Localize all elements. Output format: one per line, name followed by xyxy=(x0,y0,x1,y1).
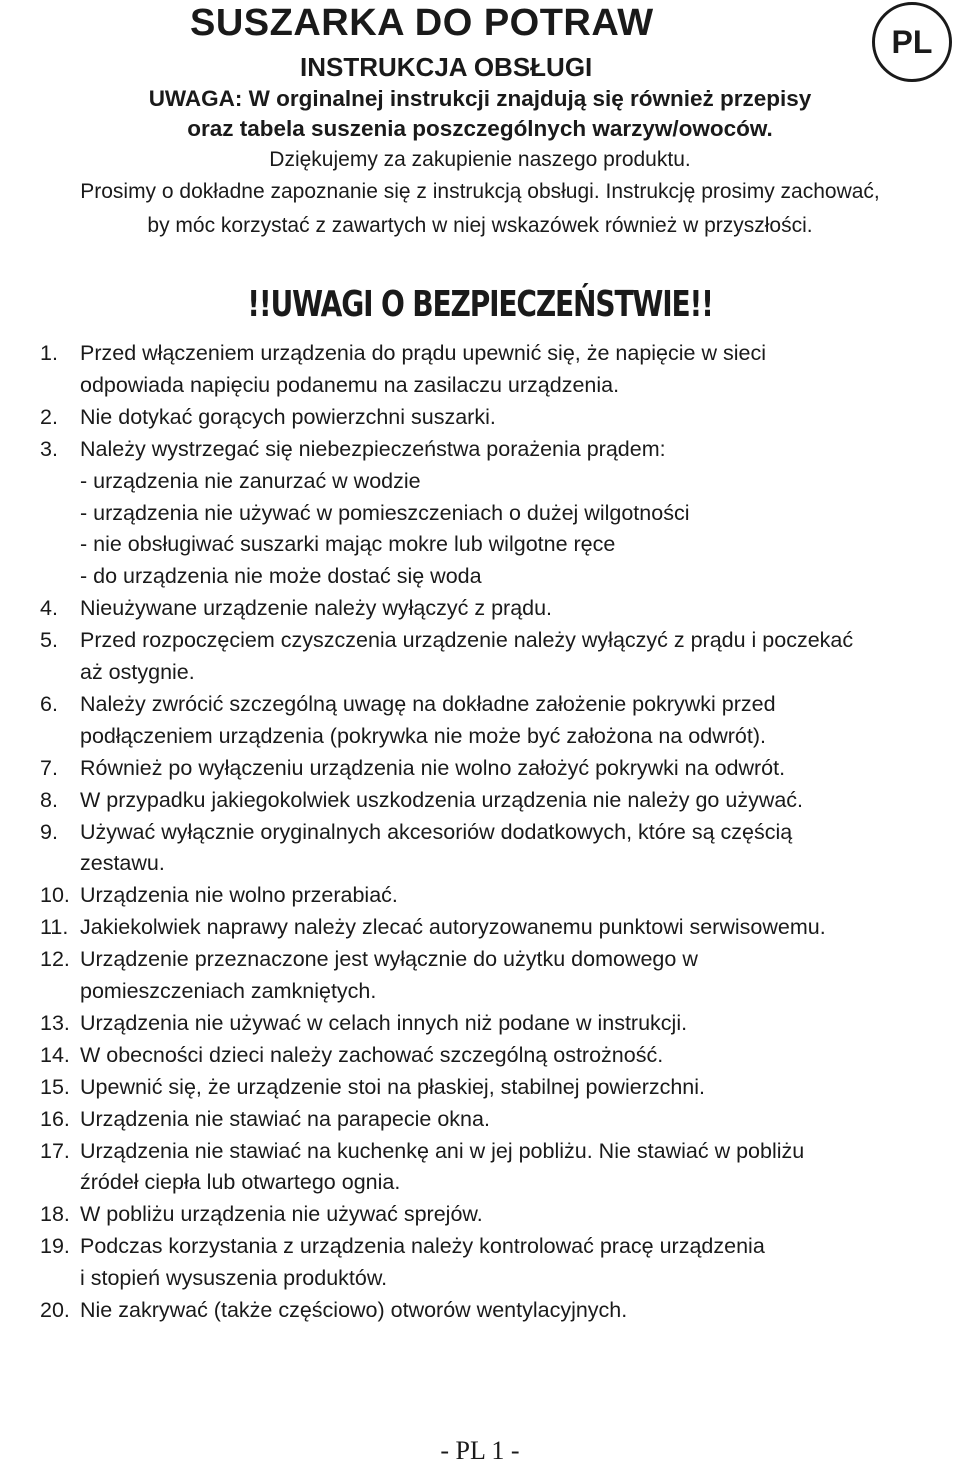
item-number: 11. xyxy=(40,915,69,940)
safety-instruction-line: Nieużywane urządzenie należy wyłączyć z prądu. xyxy=(80,596,553,621)
intro-line: Dziękujemy za zakupienie naszego produktu. xyxy=(269,148,691,171)
safety-instruction-line: Należy zwrócić szczególną uwagę na dokładne założenie pokrywki przed xyxy=(80,691,776,716)
safety-instruction-line: aż ostygnie. xyxy=(80,660,195,684)
safety-heading: !!UWAGI O BEZPIECZEŃSTWIE!! xyxy=(247,284,713,325)
intro-line: by móc korzystać z zawartych w niej wskazówek również w przyszłości. xyxy=(147,214,813,237)
item-number: 12. xyxy=(40,947,70,972)
safety-instruction-line: Używać wyłącznie oryginalnych akcesoriów dodatkowych, które są częścią xyxy=(80,819,793,844)
safety-instruction-line: W przypadku jakiegokolwiek uszkodzenia urządzenia nie należy go używać. xyxy=(80,787,804,812)
safety-instruction-line: Podczas korzystania z urządzenia należy kontrolować pracę urządzenia xyxy=(80,1234,765,1259)
safety-instruction-line: - urządzenia nie zanurzać w wodzie xyxy=(80,468,421,493)
item-number: 10. xyxy=(40,883,70,908)
note-line: oraz tabela suszenia poszczególnych warzyw/owoców. xyxy=(187,116,773,141)
safety-instruction-line: Również po wyłączeniu urządzenia nie wolno założyć pokrywki na odwrót. xyxy=(80,755,786,780)
item-number: 13. xyxy=(40,1010,70,1035)
safety-instruction-line: pomieszczeniach zamkniętych. xyxy=(80,979,377,1003)
item-number: 8. xyxy=(40,787,58,812)
item-number: 15. xyxy=(40,1074,70,1099)
safety-instruction-line: Upewnić się, że urządzenie stoi na płaskiej, stabilnej powierzchni. xyxy=(80,1074,706,1099)
item-number: 20. xyxy=(40,1298,70,1322)
safety-instruction-line: - urządzenia nie używać w pomieszczeniach o dużej wilgotności xyxy=(80,500,690,525)
item-number: 17. xyxy=(40,1138,70,1163)
language-badge: PL xyxy=(872,2,952,82)
safety-instruction-line: Urządzenie przeznaczone jest wyłącznie do użytku domowego w xyxy=(80,947,698,972)
safety-instruction-line: Urządzenia nie wolno przerabiać. xyxy=(80,883,398,908)
safety-instruction-line: Przed włączeniem urządzenia do prądu upewnić się, że napięcie w sieci xyxy=(80,341,766,365)
safety-instruction-line: Nie zakrywać (także częściowo) otworów wentylacyjnych. xyxy=(80,1298,628,1322)
safety-instruction-line: W pobliżu urządzenia nie używać sprejów. xyxy=(80,1202,483,1227)
safety-instruction-line: Nie dotykać gorących powierzchni suszarki. xyxy=(80,404,496,429)
safety-instruction-line: źródeł ciepła lub otwartego ognia. xyxy=(80,1170,401,1195)
item-number: 19. xyxy=(40,1234,70,1259)
item-number: 4. xyxy=(40,596,58,621)
item-number: 18. xyxy=(40,1202,70,1227)
document-title: SUSZARKA DO POTRAW xyxy=(190,2,654,44)
safety-instruction-line: Jakiekolwiek naprawy należy zlecać autoryzowanemu punktowi serwisowemu. xyxy=(80,915,826,940)
safety-instruction-line: Należy wystrzegać się niebezpieczeństwa porażenia prądem: xyxy=(80,436,666,461)
item-number: 16. xyxy=(40,1106,70,1131)
safety-instruction-line: podłączeniem urządzenia (pokrywka nie może być założona na odwrót). xyxy=(80,723,766,748)
document-subtitle: INSTRUKCJA OBSŁUGI xyxy=(300,52,593,82)
safety-instruction-line: odpowiada napięciu podanemu na zasilaczu urządzenia. xyxy=(80,372,620,397)
item-number: 9. xyxy=(40,819,58,844)
intro-line: Prosimy o dokładne zapoznanie się z instrukcją obsługi. Instrukcję prosimy zachować, xyxy=(80,180,880,203)
safety-instruction-line: W obecności dzieci należy zachować szczególną ostrożność. xyxy=(80,1042,664,1067)
item-number: 7. xyxy=(40,755,58,780)
safety-instruction-line: - nie obsługiwać suszarki mając mokre lub wilgotne ręce xyxy=(80,532,616,557)
safety-instruction-line: Urządzenia nie używać w celach innych niż podane w instrukcji. xyxy=(80,1010,688,1035)
safety-instruction-line: zestawu. xyxy=(80,851,165,876)
item-number: 2. xyxy=(40,404,58,429)
item-number: 3. xyxy=(40,436,58,461)
note-line: UWAGA: W orginalnej instrukcji znajdują się również przepisy xyxy=(148,86,812,111)
safety-instruction-line: i stopień wysuszenia produktów. xyxy=(80,1266,388,1291)
item-number: 5. xyxy=(40,628,58,653)
page-number: - PL 1 - xyxy=(440,1436,520,1465)
safety-instruction-line: Urządzenia nie stawiać na parapecie okna. xyxy=(80,1106,490,1131)
item-number: 14. xyxy=(40,1042,70,1067)
item-number: 1. xyxy=(40,341,58,365)
safety-instruction-line: - do urządzenia nie może dostać się woda xyxy=(80,564,482,589)
safety-instruction-line: Urządzenia nie stawiać na kuchenkę ani w jej pobliżu. Nie stawiać w pobliżu xyxy=(80,1138,805,1163)
item-number: 6. xyxy=(40,691,58,716)
safety-instruction-line: Przed rozpoczęciem czyszczenia urządzenie należy wyłączyć z prądu i poczekać xyxy=(80,628,854,653)
